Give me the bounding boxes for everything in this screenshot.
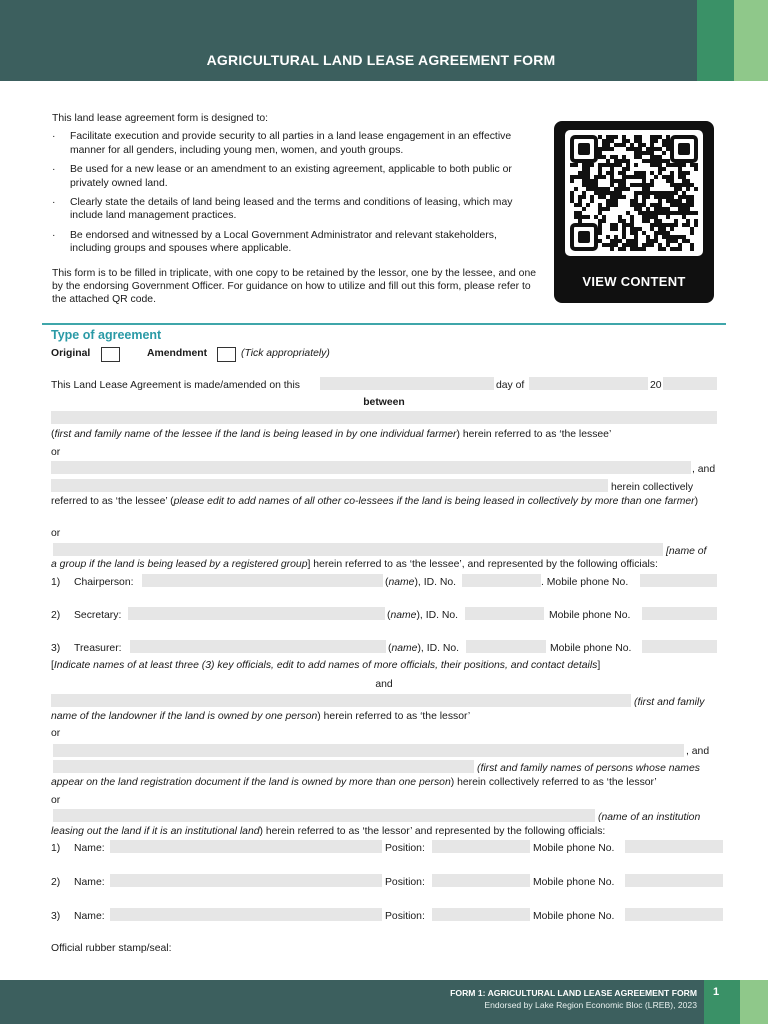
list-item: · Facilitate execution and provide security to all parties in a land lease engagement in an effective manner for all genders, including young men, women, and youth groups.: [52, 131, 512, 156]
official-number: 3): [51, 643, 61, 654]
mobile-label: Mobile phone No.: [533, 911, 615, 922]
inst-official-phone-field-2[interactable]: [625, 874, 723, 887]
page-title: AGRICULTURAL LAND LEASE AGREEMENT FORM: [206, 52, 556, 68]
treasurer-name-field[interactable]: [130, 640, 386, 653]
intro-section: [52, 112, 540, 307]
lessor-names-field-1[interactable]: [53, 744, 684, 757]
mobile-label: Mobile phone No.: [549, 610, 631, 621]
header-accent-stripe: [697, 0, 734, 81]
original-checkbox[interactable]: [101, 347, 120, 362]
inst-official-phone-field-1[interactable]: [625, 840, 723, 853]
intro-lead: This land lease agreement form is designed to:: [52, 113, 269, 124]
qr-code-card[interactable]: [554, 121, 714, 303]
year-field[interactable]: [663, 377, 717, 390]
amendment-checkbox[interactable]: [217, 347, 236, 362]
inst-official-name-field-3[interactable]: [110, 908, 382, 921]
section-divider: [42, 323, 726, 325]
qr-code-graphic: [570, 135, 698, 251]
mobile-label: Mobile phone No.: [533, 843, 615, 854]
secretary-phone-field[interactable]: [642, 607, 717, 620]
lessee-single-caption: (first and family name of the lessee if the land is being leased in by one individual farmer) herein referred to as ‘the lessee’: [51, 429, 612, 440]
original-label: Original: [51, 348, 91, 359]
mobile-label: . Mobile phone No.: [541, 577, 629, 588]
name-id-label: (name), ID. No.: [387, 610, 459, 621]
bullet-icon: ·: [52, 229, 56, 241]
treasurer-label: Treasurer:: [74, 643, 122, 654]
name-id-label: (name), ID. No.: [388, 643, 460, 654]
institution-caption: leasing out the land if it is an institutional land) herein referred to as ‘the lessor’ and represented by the following officials:: [51, 826, 606, 837]
landowner-name-field[interactable]: [51, 694, 631, 707]
month-field[interactable]: [529, 377, 648, 390]
lessor-names-field-2[interactable]: [53, 760, 474, 773]
officials-note: [Indicate names of at least three (3) key officials, edit to add names of more officials, their positions, and contact details]: [51, 660, 601, 671]
inst-official-position-field-1[interactable]: [432, 840, 530, 853]
official-number: 2): [51, 877, 61, 888]
bullet-icon: ·: [52, 131, 56, 143]
footer-accent-light: [740, 980, 768, 1024]
position-label: Position:: [385, 911, 425, 922]
colessees-caption: referred to as ‘the lessee’ (please edit to add names of all other co-lessees if the land is being leased in collectively by more than one farmer): [51, 496, 699, 507]
mobile-label: Mobile phone No.: [533, 877, 615, 888]
or-text: or: [51, 447, 61, 458]
official-number: 3): [51, 911, 61, 922]
or-text: or: [51, 728, 61, 739]
official-number: 1): [51, 843, 61, 854]
inst-official-name-field-2[interactable]: [110, 874, 382, 887]
name-label: Name:: [74, 843, 105, 854]
institution-name-field[interactable]: [53, 809, 595, 822]
secretary-label: Secretary:: [74, 610, 122, 621]
name-id-label: (name), ID. No.: [385, 577, 457, 588]
inst-official-position-field-3[interactable]: [432, 908, 530, 921]
colessee-name-field-1[interactable]: [51, 461, 691, 474]
list-item: · Clearly state the details of land being leased and the terms and conditions of leasing, which may include land management practices.: [52, 197, 513, 222]
landowner-caption: name of the landowner if the land is owned by one person) herein referred to as ‘the lessor’: [51, 711, 471, 722]
secretary-id-field[interactable]: [465, 607, 544, 620]
intro-paragraph: This form is to be filled in triplicate, with one copy to be retained by the lessor, one by the lessee, and one by the endorsing Government Officer. For guidance on how to utilize and fill out this form, please refer to the attached QR code.: [52, 267, 537, 306]
bullet-icon: ·: [52, 164, 56, 176]
header-accent-stripe-light: [734, 0, 768, 81]
group-caption: a group if the land is being leased by a registered group] herein referred to as ‘the lessee’, and represented by the following officials:: [51, 559, 658, 570]
view-content-link[interactable]: VIEW CONTENT: [582, 274, 686, 289]
treasurer-phone-field[interactable]: [642, 640, 717, 653]
group-caption-open: [name of: [666, 546, 707, 557]
landowner-caption-open: (first and family: [634, 697, 705, 708]
list-item: · Be used for a new lease or an amendment to an existing agreement, applicable to both public or privately owned land.: [52, 164, 512, 189]
or-text: or: [51, 528, 61, 539]
position-label: Position:: [385, 843, 425, 854]
official-number: 2): [51, 610, 61, 621]
made-on-text: This Land Lease Agreement is made/amended on this: [51, 380, 300, 391]
group-name-field[interactable]: [53, 543, 663, 556]
institution-caption-open: (name of an institution: [598, 812, 701, 823]
page-footer: [0, 980, 768, 1024]
between-text: between: [363, 397, 405, 408]
page-header: [0, 0, 768, 81]
herein-collectively-text: herein collectively: [611, 482, 694, 493]
persons-caption: appear on the land registration document if the land is owned by more than one person) herein collectively referred to as ‘the lessor’: [51, 777, 657, 788]
tick-hint: (Tick appropriately): [241, 348, 330, 359]
treasurer-id-field[interactable]: [466, 640, 546, 653]
amendment-label: Amendment: [147, 348, 208, 359]
year-prefix: 20: [650, 380, 662, 391]
qr-code-icon[interactable]: [565, 130, 703, 256]
colessee-name-field-2[interactable]: [51, 479, 608, 492]
mobile-label: Mobile phone No.: [550, 643, 632, 654]
intro-bullets: [52, 130, 540, 255]
type-of-agreement-heading: Type of agreement: [51, 328, 162, 342]
list-item: · Be endorsed and witnessed by a Local Government Administrator and relevant stakeholders, including groups and spouses where applicable.: [52, 229, 497, 255]
lessee-name-field[interactable]: [51, 411, 717, 424]
chairperson-label: Chairperson:: [74, 577, 134, 588]
official-number: 1): [51, 577, 61, 588]
footer-form-title: FORM 1: AGRICULTURAL LAND LEASE AGREEMENT FORM: [450, 988, 697, 998]
inst-official-name-field-1[interactable]: [110, 840, 382, 853]
position-label: Position:: [385, 877, 425, 888]
page-number: 1: [712, 986, 720, 998]
bullet-icon: ·: [52, 197, 56, 209]
or-text: or: [51, 795, 61, 806]
chairperson-name-field[interactable]: [142, 574, 383, 587]
chairperson-phone-field[interactable]: [640, 574, 717, 587]
persons-caption-open: (first and family names of persons whose names: [477, 763, 700, 774]
name-label: Name:: [74, 877, 105, 888]
chairperson-id-field[interactable]: [462, 574, 541, 587]
inst-official-position-field-2[interactable]: [432, 874, 530, 887]
inst-official-phone-field-3[interactable]: [625, 908, 723, 921]
day-field[interactable]: [320, 377, 494, 390]
footer-endorsement: Endorsed by Lake Region Economic Bloc (LREB), 2023: [484, 1000, 697, 1010]
and-comma-text: , and: [692, 464, 716, 475]
and-comma-text: , and: [686, 746, 710, 757]
secretary-name-field[interactable]: [128, 607, 385, 620]
day-of-text: day of: [496, 380, 525, 391]
name-label: Name:: [74, 911, 105, 922]
and-text: and: [375, 679, 393, 690]
stamp-label: Official rubber stamp/seal:: [51, 943, 172, 954]
